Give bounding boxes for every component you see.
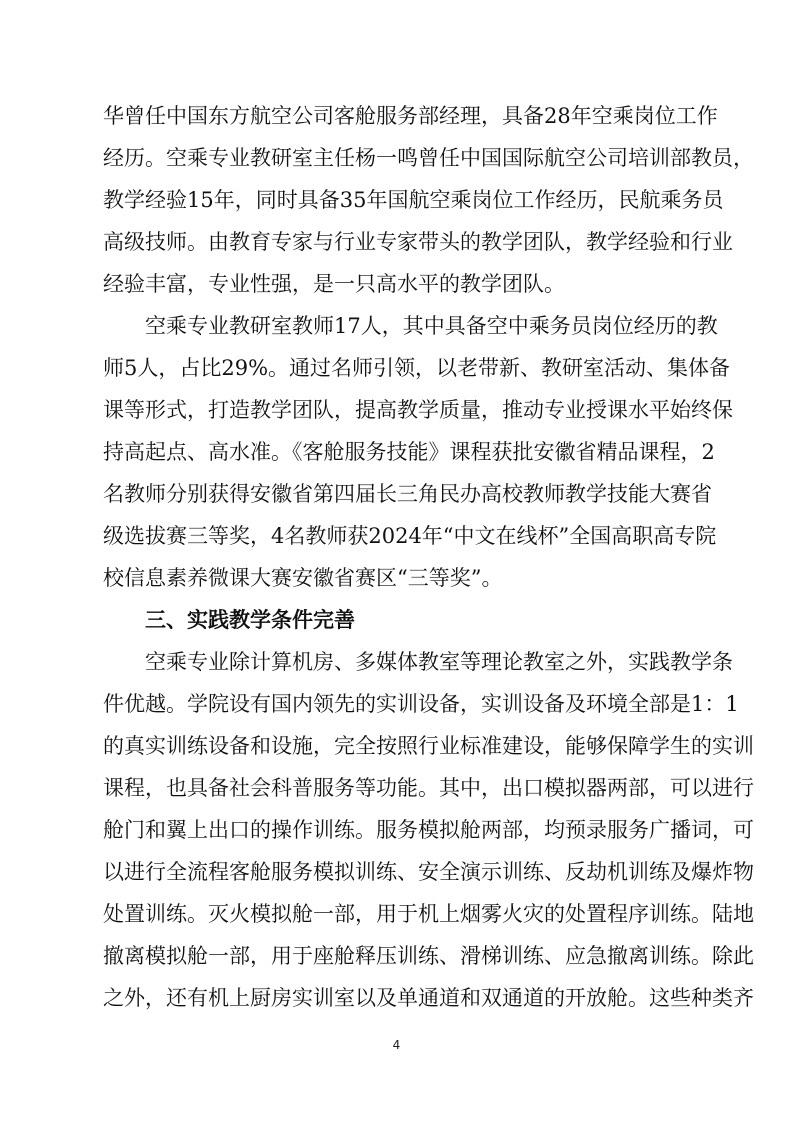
body-text-line: 处置训练。灭火模拟舱一部，用于机上烟雾火灾的处置程序训练。陆地 [103, 902, 754, 926]
body-text-line: 之外，还有机上厨房实训室以及单通道和双通道的开放舱。这些种类齐 [103, 986, 754, 1010]
body-text-line: 高级技师。由教育专家与行业专家带头的教学团队，教学经验和行业 [103, 230, 733, 254]
body-text-line: 持高起点、高水准。《客舱服务技能》课程获批安徽省精品课程，2 [103, 440, 715, 464]
body-text-line: 名教师分别获得安徽省第四届长三角民办高校教师教学技能大赛省 [103, 482, 712, 506]
body-text-line: 教学经验15年，同时具备35年国航空乘岗位工作经历，民航乘务员 [103, 188, 724, 212]
body-text-line: 经验丰富，专业性强，是一只高水平的教学团队。 [103, 272, 565, 296]
body-text-line: 舱门和翼上出口的操作训练。服务模拟舱两部，均预录服务广播词，可 [103, 818, 754, 842]
section-heading: 三、实践教学条件完善 [145, 608, 355, 632]
body-text-line: 的真实训练设备和设施，完全按照行业标准建设，能够保障学生的实训 [103, 734, 754, 758]
paragraph-first-line: 空乘专业教研室教师17人，其中具备空中乘务员岗位经历的教 [145, 314, 718, 338]
body-text-line: 课程，也具备社会科普服务等功能。其中，出口模拟器两部，可以进行 [103, 776, 754, 800]
body-text-line: 级选拔赛三等奖，4名教师获2024年“中文在线杯”全国高职高专院 [103, 524, 717, 548]
body-text-line: 以进行全流程客舱服务模拟训练、安全演示训练、反劫机训练及爆炸物 [103, 860, 754, 884]
body-text-line: 经历。空乘专业教研室主任杨一鸣曾任中国国际航空公司培训部教员， [103, 146, 754, 170]
page-number: 4 [392, 1038, 401, 1052]
body-text-line: 华曾任中国东方航空公司客舱服务部经理，具备28年空乘岗位工作 [103, 104, 718, 128]
paragraph-first-line: 空乘专业除计算机房、多媒体教室等理论教室之外，实践教学条 [145, 650, 733, 674]
body-text-line: 撤离模拟舱一部，用于座舱释压训练、滑梯训练、应急撤离训练。除此 [103, 944, 754, 968]
body-text-line: 校信息素养微课大赛安徽省赛区“三等奖”。 [103, 566, 503, 590]
body-text-line: 师5人，占比29%。通过名师引领，以老带新、教研室活动、集体备 [103, 356, 731, 380]
body-text-line: 件优越。学院设有国内领先的实训设备，实训设备及环境全部是1：1 [103, 692, 739, 716]
body-text-line: 课等形式，打造教学团队，提高教学质量，推动专业授课水平始终保 [103, 398, 733, 422]
